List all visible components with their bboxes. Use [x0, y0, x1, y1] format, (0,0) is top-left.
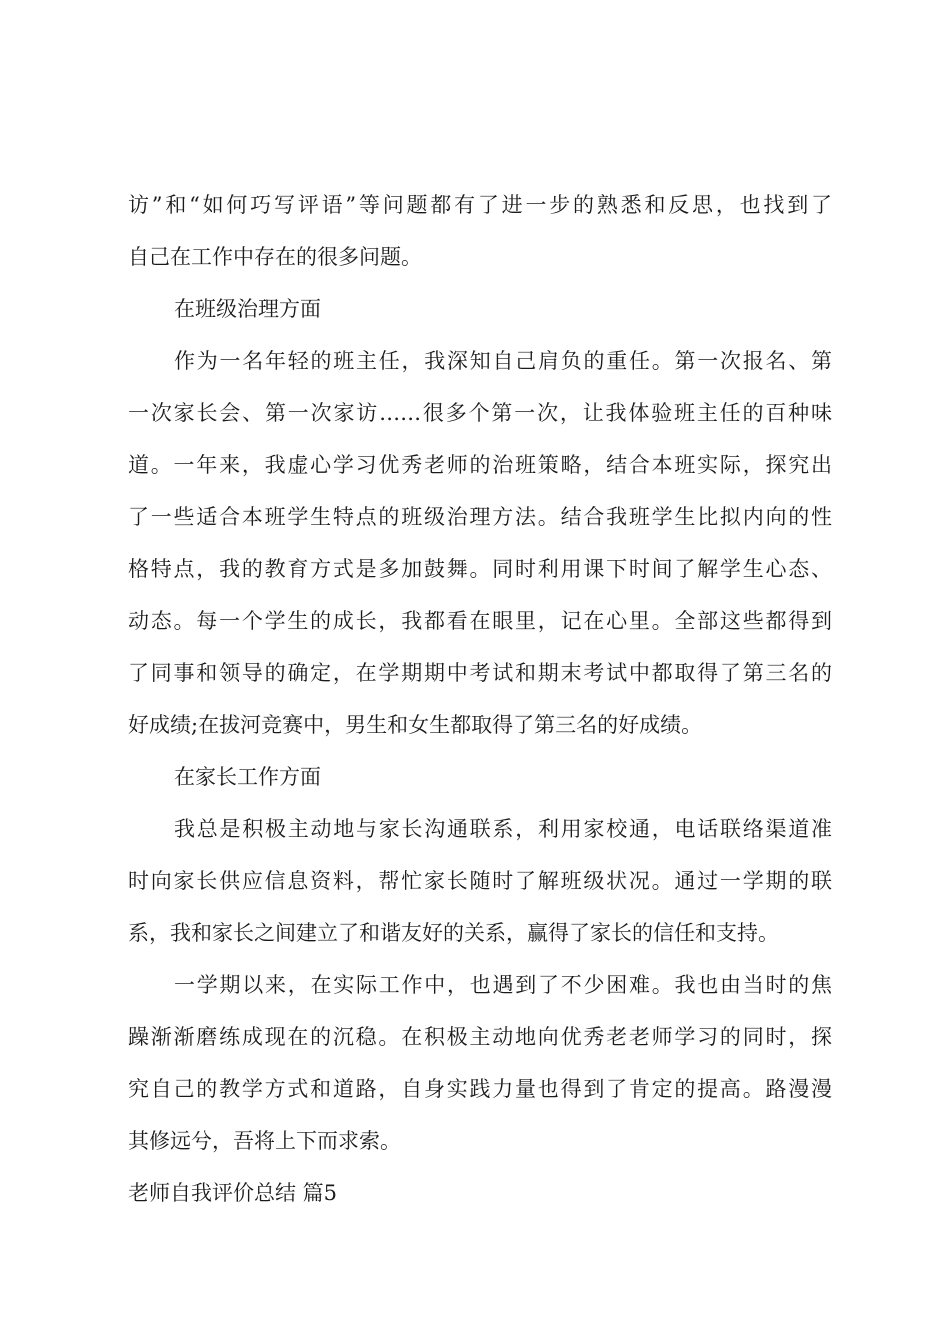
paragraph-line: 其修远兮，吾将上下而求索。	[128, 1129, 401, 1153]
paragraph-line: 访”和“如何巧写评语”等问题都有了进一步的熟悉和反思，也找到了	[128, 193, 832, 217]
next-section-title: 老师自我评价总结 篇5	[128, 1181, 338, 1205]
paragraph-line: 究自己的教学方式和道路，自身实践力量也得到了肯定的提高。路漫漫	[128, 1077, 832, 1101]
section-heading-class-management: 在班级治理方面	[174, 297, 321, 321]
paragraph-line: 一次家长会、第一次家访……很多个第一次，让我体验班主任的百种味	[128, 401, 832, 425]
paragraph-line: 躁渐渐磨练成现在的沉稳。在积极主动地向优秀老老师学习的同时，探	[128, 1025, 832, 1049]
paragraph-line: 动态。每一个学生的成长，我都看在眼里，记在心里。全部这些都得到	[128, 609, 832, 633]
paragraph-line: 系，我和家长之间建立了和谐友好的关系，赢得了家长的信任和支持。	[128, 921, 779, 945]
section-heading-parent-work: 在家长工作方面	[174, 765, 321, 789]
paragraph-line: 一学期以来，在实际工作中，也遇到了不少困难。我也由当时的焦	[174, 973, 832, 997]
paragraph-line: 自己在工作中存在的很多问题。	[128, 245, 422, 269]
paragraph-line: 时向家长供应信息资料，帮忙家长随时了解班级状况。通过一学期的联	[128, 869, 832, 893]
paragraph-line: 我总是积极主动地与家长沟通联系，利用家校通，电话联络渠道准	[174, 817, 832, 841]
paragraph-line: 道。一年来，我虚心学习优秀老师的治班策略，结合本班实际，探究出	[128, 453, 832, 477]
paragraph-line: 了同事和领导的确定，在学期期中考试和期末考试中都取得了第三名的	[128, 661, 832, 685]
paragraph-line: 作为一名年轻的班主任，我深知自己肩负的重任。第一次报名、第	[174, 349, 832, 373]
paragraph-line: 了一些适合本班学生特点的班级治理方法。结合我班学生比拟内向的性	[128, 505, 832, 529]
paragraph-line: 格特点，我的教育方式是多加鼓舞。同时利用课下时间了解学生心态、	[128, 557, 832, 581]
paragraph-line: 好成绩;在拔河竞赛中，男生和女生都取得了第三名的好成绩。	[128, 713, 703, 737]
